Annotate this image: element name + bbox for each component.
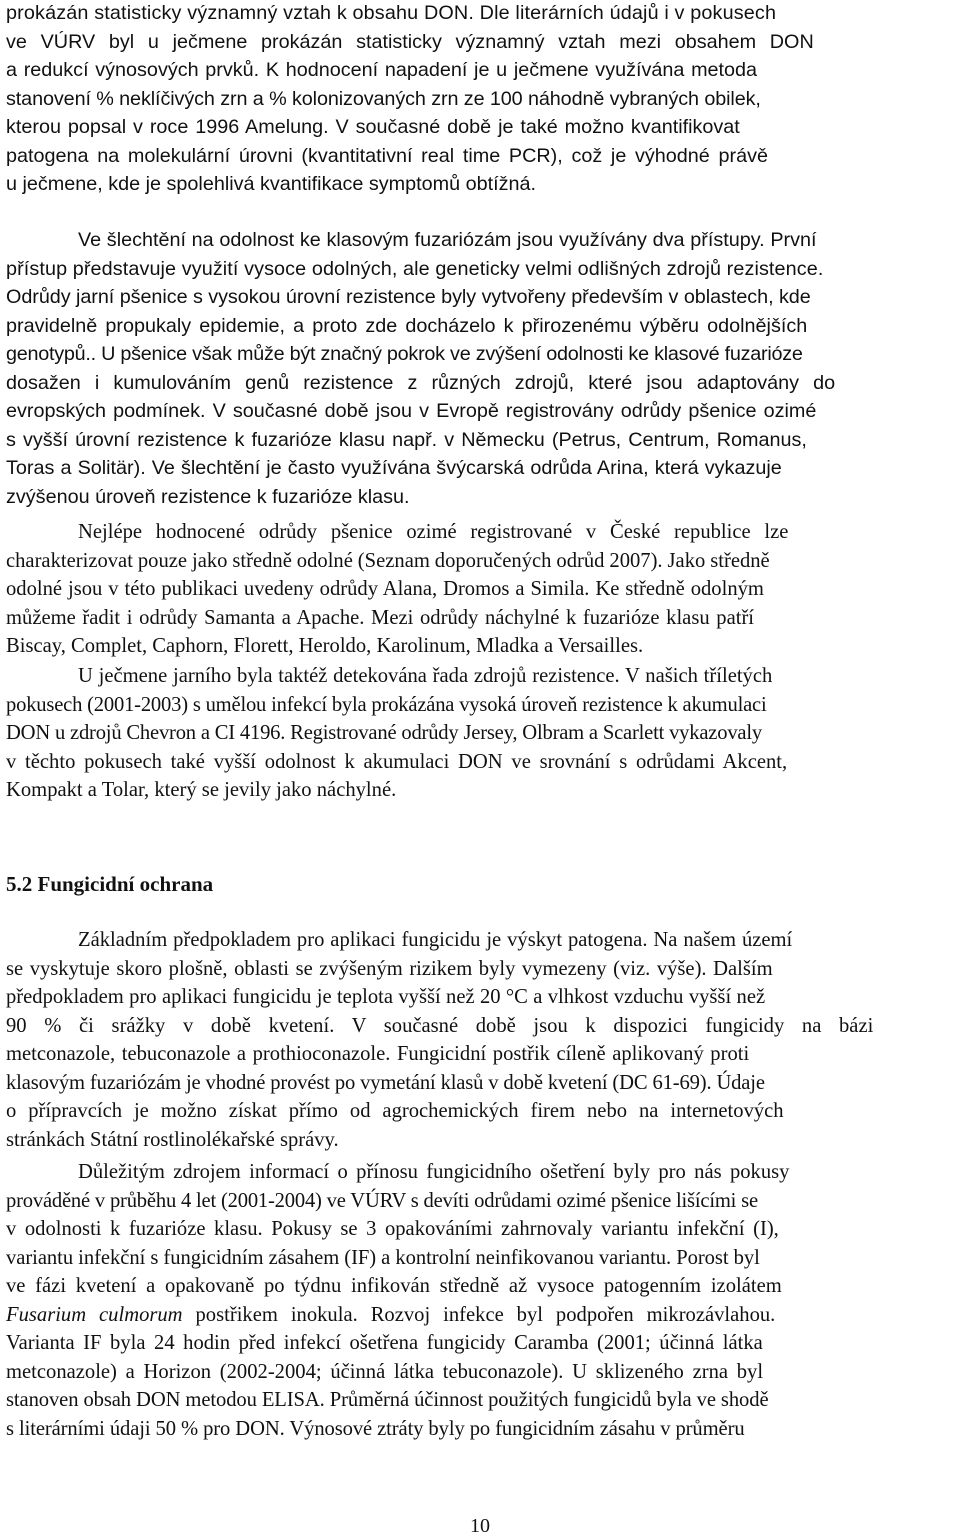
text-line: a redukcí výnosových prvků. K hodnocení napadení je u ječmene využívána metoda — [6, 59, 758, 81]
paragraph-fungicide-prerequisites — [6, 926, 954, 1154]
text-line: dosažen i kumulováním genů rezistence z různých zdrojů, které jsou adaptovány do — [6, 371, 836, 394]
paragraph-winter-wheat-varieties — [6, 518, 954, 661]
text-line: u ječmene, kde je spolehlivá kvantifikace symptomů obtížná. — [6, 173, 536, 195]
text-line: Odrůdy jarní pšenice s vysokou úrovní rezistence byly vytvořeny především v oblastech, kde — [6, 286, 811, 308]
text-line: pokusech (2001-2003) s umělou infekcí byla prokázána vysoká úroveň rezistence k akumulaci — [6, 693, 767, 716]
text-line: Ve šlechtění na odolnost ke klasovým fuzariózám jsou využívány dva přístupy. První — [78, 229, 817, 251]
text-line: můžeme řadit i odrůdy Samanta a Apache. Mezi odrůdy náchylné k fuzarióze klasu patří — [6, 606, 755, 629]
text-line: se vyskytuje skoro plošně, oblasti se zvýšeným rizikem byly vymezeny (viz. výše). Dalším — [6, 957, 773, 980]
text-line: Základním předpokladem pro aplikaci fungicidu je výskyt patogena. Na našem území — [78, 929, 793, 951]
text-line: Varianta IF byla 24 hodin před infekcí ošetřena fungicidy Caramba (2001; účinná látka — [6, 1332, 763, 1354]
text-line: Toras a Solitär). Ve šlechtění je často využívána švýcarská odrůda Arina, která vykazuje — [6, 457, 782, 479]
text-line: ve VÚRV byl u ječmene prokázán statisticky významný vztah mezi obsahem DON — [6, 30, 814, 53]
text-line: stránkách Státní rostlinolékařské správy. — [6, 1128, 339, 1151]
text-line: metconazole, tebuconazole a prothioconazole. Fungicidní postřik cíleně aplikovaný proti — [6, 1043, 750, 1065]
text-line: Kompakt a Tolar, který se jevily jako náchylné. — [6, 779, 397, 801]
text-line: variantu infekční s fungicidním zásahem (IF) a kontrolní neinfikovanou variantu. Porost byl — [6, 1246, 760, 1269]
text-line — [6, 1301, 954, 1330]
text-line: prokázán statisticky významný vztah k obsahu DON. Dle literárních údajů i v pokusech — [6, 2, 777, 24]
text-line: genotypů.. U pšenice však může být značný pokrok ve zvýšení odolnosti ke klasové fuzarióze — [6, 343, 803, 365]
text-line: ve fázi kvetení a opakovaně po týdnu infikován středně až vysoce patogenním izolátem — [6, 1275, 782, 1297]
text-line: 90 % či srážky v době kvetení. V současné době jsou k dispozici fungicidy na bázi — [6, 1014, 874, 1037]
text-line: evropských podmínek. V současné době jsou v Evropě registrovány odrůdy pšenice ozimé — [6, 400, 817, 422]
text-line: patogena na molekulární úrovni (kvantitativní real time PCR), což je výhodné právě — [6, 144, 768, 167]
text-line: s literárními údaji 50 % pro DON. Výnosové ztráty byly po fungicidním zásahu v průměru — [6, 1417, 745, 1440]
text-line: zvýšenou úroveň rezistence k fuzarióze klasu. — [6, 485, 410, 508]
text-fragment: postřikem inokula. Rozvoj infekce byl podpořen mikrozávlahou. — [182, 1303, 776, 1326]
text-line: Biscay, Complet, Caphorn, Florett, Heroldo, Karolinum, Mladka a Versailles. — [6, 635, 644, 657]
paragraph-barley-don — [6, 0, 954, 199]
species-name: Fusarium culmorum — [6, 1303, 183, 1326]
text-line: předpokladem pro aplikaci fungicidu je teplota vyšší než 20 °C a vlhkost vzduchu vyšší než — [6, 986, 766, 1008]
section-heading: 5.2 Fungicidní ochrana — [6, 872, 214, 896]
paragraph-fungicide-trials — [6, 1158, 954, 1443]
text-line: stanovení % neklíčivých zrn a % kolonizovaných zrn ze 100 náhodně vybraných obilek, — [6, 87, 761, 110]
text-line: stanoven obsah DON metodou ELISA. Průměrná účinnost použitých fungicidů byla ve shodě — [6, 1389, 769, 1411]
text-line: metconazole) a Horizon (2002-2004; účinná látka tebuconazole). U sklizeného zrna byl — [6, 1360, 764, 1383]
text-line: prováděné v průběhu 4 let (2001-2004) ve VÚRV s devíti odrůdami ozimé pšenice lišícími se — [6, 1189, 758, 1212]
text-line: pravidelně propukaly epidemie, a proto zde docházelo k přirozenému výběru odolnějších — [6, 314, 808, 337]
text-line: o přípravcích je možno získat přímo od agrochemických firem nebo na internetových — [6, 1100, 784, 1122]
text-line: klasovým fuzariózám je vhodné provést po vymetání klasů v době kvetení (DC 61-69). Údaje — [6, 1071, 765, 1094]
text-line: odolné jsou v této publikaci uvedeny odrůdy Alana, Dromos a Simila. Ke středně odolným — [6, 578, 764, 600]
text-line: charakterizovat pouze jako středně odolné (Seznam doporučených odrůd 2007). Jako středně — [6, 549, 770, 572]
text-line: přístup představuje využití vysoce odolných, ale geneticky velmi odlišných zdrojů rezistence. — [6, 257, 824, 280]
text-line: Důležitým zdrojem informací o přínosu fungicidního ošetření byly pro nás pokusy — [78, 1161, 790, 1183]
page-number: 10 — [470, 1515, 490, 1537]
text-line: v odolnosti k fuzarióze klasu. Pokusy se 3 opakováními zahrnovaly variantu infekční (I), — [6, 1218, 779, 1240]
paragraph-breeding-resistance — [6, 226, 954, 511]
text-line: Nejlépe hodnocené odrůdy pšenice ozimé registrované v České republice lze — [78, 521, 789, 543]
text-line: v těchto pokusech také vyšší odolnost k akumulaci DON ve srovnání s odrůdami Akcent, — [6, 750, 788, 773]
text-line: s vyšší úrovní rezistence k fuzarióze klasu např. v Německu (Petrus, Centrum, Romanus, — [6, 428, 807, 451]
paragraph-spring-barley-resistance — [6, 662, 954, 805]
text-line: U ječmene jarního byla taktéž detekována řada zdrojů rezistence. V našich tříletých — [78, 665, 773, 687]
text-line: DON u zdrojů Chevron a CI 4196. Registrované odrůdy Jersey, Olbram a Scarlett vykazovaly — [6, 722, 762, 744]
text-line: kterou popsal v roce 1996 Amelung. V současné době je také možno kvantifikovat — [6, 116, 740, 138]
